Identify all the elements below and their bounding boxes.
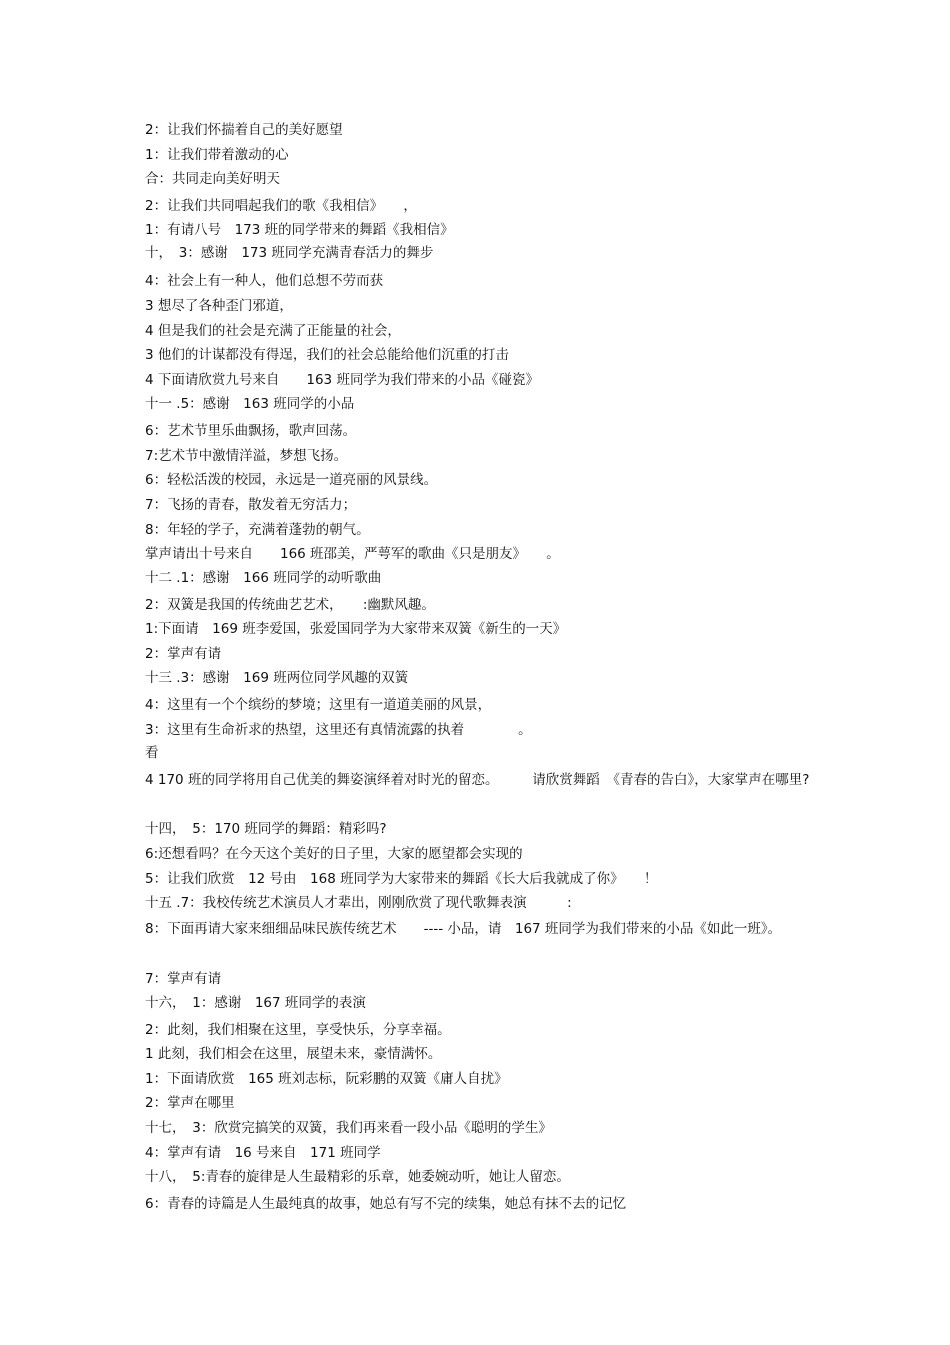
script-line: 8：年轻的学子，充满着蓬勃的朝气。 <box>145 522 370 538</box>
script-line: 看 <box>145 745 159 761</box>
script-line: 合：共同走向美好明天 <box>145 171 280 187</box>
script-line: 十六， 1：感谢 167 班同学的表演 <box>145 995 366 1011</box>
program-script <box>145 0 815 1345</box>
script-line: 6：艺术节里乐曲飘扬，歌声回荡。 <box>145 423 357 439</box>
script-line: 7：掌声有请 <box>145 971 222 987</box>
script-line: 4：社会上有一种人，他们总想不劳而获 <box>145 273 384 289</box>
script-line: 2：让我们共同唱起我们的歌《我相信》 ， <box>145 198 417 214</box>
script-line: 十五 .7：我校传统艺术演员人才辈出，刚刚欣赏了现代歌舞表演 : <box>145 895 572 911</box>
script-line: 1:下面请 169 班李爱国，张爱国同学为大家带来双簧《新生的一天》 <box>145 621 567 637</box>
script-line: 十二 .1：感谢 166 班同学的动听歌曲 <box>145 570 382 586</box>
script-line: 2：掌声有请 <box>145 646 222 662</box>
script-line: 十八， 5:青春的旋律是人生最精彩的乐章，她委婉动听，她让人留恋。 <box>145 1169 570 1185</box>
script-line: 十一 .5：感谢 163 班同学的小品 <box>145 396 355 412</box>
script-line: 7:艺术节中激情洋溢，梦想飞扬。 <box>145 448 348 464</box>
script-line: 十四， 5：170 班同学的舞蹈：精彩吗? <box>145 821 387 837</box>
script-line: 1 此刻，我们相会在这里，展望未来，豪情满怀。 <box>145 1046 442 1062</box>
script-line: 2：掌声在哪里 <box>145 1095 235 1111</box>
script-line: 6：青春的诗篇是人生最纯真的故事，她总有写不完的续集，她总有抹不去的记忆 <box>145 1196 627 1212</box>
script-line: 十， 3：感谢 173 班同学充满青春活力的舞步 <box>145 245 434 261</box>
script-line: 1：下面请欣赏 165 班刘志标，阮彩鹏的双簧《庸人自扰》 <box>145 1071 508 1087</box>
script-line: 1：让我们带着激动的心 <box>145 147 289 163</box>
script-line: 十七， 3：欣赏完搞笑的双簧，我们再来看一段小品《聪明的学生》 <box>145 1120 552 1136</box>
script-line: 2：双簧是我国的传统曲艺艺术， :幽默风趣。 <box>145 597 435 613</box>
script-line: 8：下面再请大家来细细品味民族传统艺术 ---- 小品，请 167 班同学为我们带来的小品《如此一班》。 <box>145 921 782 937</box>
script-line: 3：这里有生命祈求的热望，这里还有真情流露的执着 。 <box>145 722 532 738</box>
script-line: 7：飞扬的青春，散发着无穷活力； <box>145 497 357 513</box>
script-line: 4 170 班的同学将用自己优美的舞姿演绎着对时光的留恋。 请欣赏舞蹈 《青春的告白》，大家掌声在哪里? <box>145 772 810 788</box>
script-line: 十三 .3：感谢 169 班两位同学风趣的双簧 <box>145 670 409 686</box>
script-line: 6:还想看吗？在今天这个美好的日子里，大家的愿望都会实现的 <box>145 846 523 862</box>
script-line: 6：轻松活泼的校园，永远是一道亮丽的风景线。 <box>145 472 438 488</box>
script-line: 3 他们的计谋都没有得逞，我们的社会总能给他们沉重的打击 <box>145 347 509 363</box>
script-line: 2：让我们怀揣着自己的美好愿望 <box>145 122 343 138</box>
script-line: 4：这里有一个个缤纷的梦境；这里有一道道美丽的风景， <box>145 697 492 713</box>
script-line: 2：此刻，我们相聚在这里，享受快乐，分享幸福。 <box>145 1022 451 1038</box>
script-line: 4：掌声有请 16 号来自 171 班同学 <box>145 1145 381 1161</box>
script-line: 5：让我们欣赏 12 号由 168 班同学为大家带来的舞蹈《长大后我就成了你》 ！ <box>145 871 658 887</box>
script-line: 3 想尽了各种歪门邪道， <box>145 298 293 314</box>
script-line: 1：有请八号 173 班的同学带来的舞蹈《我相信》 <box>145 222 454 238</box>
script-line: 掌声请出十号来自 166 班邵美，严萼军的歌曲《只是朋友》 。 <box>145 546 560 562</box>
script-line: 4 下面请欣赏九号来自 163 班同学为我们带来的小品《碰瓷》 <box>145 372 539 388</box>
script-line: 4 但是我们的社会是充满了正能量的社会， <box>145 323 401 339</box>
